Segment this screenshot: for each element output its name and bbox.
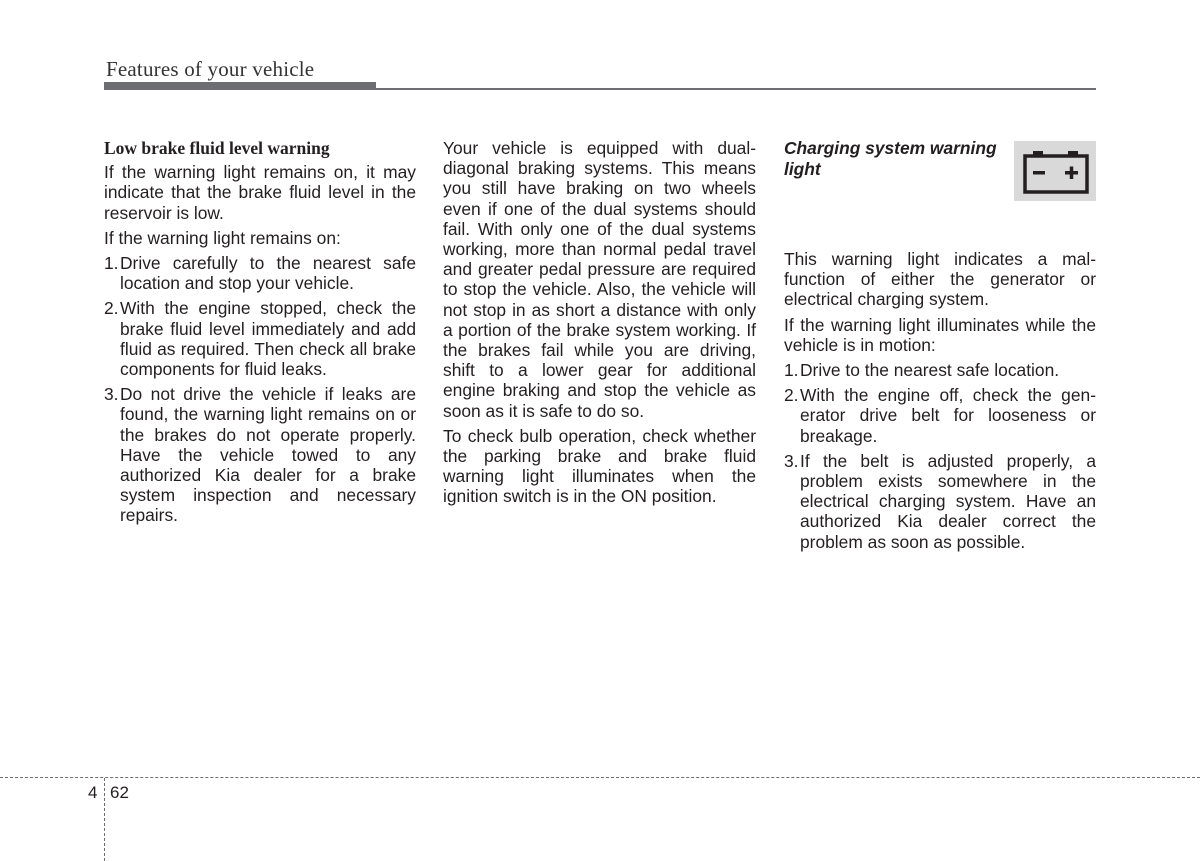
- paragraph: To check bulb operation, check whether the parking brake and brake fluid warning light illuminates when the ignition switch is in the ON position.: [443, 425, 756, 507]
- page-header-title: Features of your vehicle: [106, 57, 315, 81]
- list-text: With the engine off, check the generator drive belt for looseness or breakage.: [800, 385, 1096, 446]
- section-number: 4: [88, 783, 98, 802]
- list-number: 3.: [104, 384, 119, 405]
- steps-list: [784, 360, 1096, 552]
- list-number: 2.: [104, 298, 119, 319]
- section-heading: Low brake fluid level warning: [104, 138, 330, 158]
- list-item: [784, 385, 1096, 446]
- footer-rule: [0, 777, 1200, 778]
- page-number: 62: [110, 783, 129, 802]
- list-number: 1.: [784, 360, 799, 381]
- footer-divider: [104, 778, 105, 861]
- list-number: 1.: [104, 253, 119, 274]
- paragraph: If the warning light remains on:: [104, 227, 341, 248]
- list-text: With the engine stopped, check the brake fluid level immediately and add fluid as required. Then check all brake components for fluid leaks.: [120, 298, 416, 380]
- list-text: Drive carefully to the nearest safe location and stop your vehicle.: [120, 253, 416, 294]
- section-heading: Charging system warning light: [784, 138, 997, 179]
- list-item: [784, 360, 1096, 380]
- list-text: Drive to the nearest safe location.: [800, 360, 1060, 381]
- header-rule-thin: [104, 88, 1096, 90]
- paragraph: This warning light indicates a malfunction of either the generator or electrical charging system.: [784, 249, 1096, 310]
- paragraph: Your vehicle is equipped with dual-diagonal braking systems. This means you still have braking on two wheels even if one of the dual systems should fail. With only one of the dual systems working, more than normal pedal travel and greater pedal pressure are required to stop the vehicle. Also, the vehicle will not stop in as short a distance with only a portion of the brake system working. If the brakes fail while you are driving, shift to a lower gear for additional engine braking and stop the vehicle as soon as it is safe to do so.: [443, 138, 756, 421]
- list-item: [784, 451, 1096, 552]
- list-item: [104, 384, 416, 525]
- column-left: [104, 138, 416, 531]
- paragraph: If the warning light illuminates while the vehicle is in motion:: [784, 314, 1096, 355]
- column-middle: [443, 138, 756, 512]
- list-text: If the belt is adjusted properly, a problem exists somewhere in the electrical charging system. Have an authorized Kia dealer correct the problem as soon as possible.: [800, 450, 1096, 552]
- paragraph: If the warning light remains on, it may indicate that the brake fluid level in the reservoir is low.: [104, 162, 416, 223]
- list-text: Do not drive the vehicle if leaks are found, the warning light remains on or the brakes do not operate properly. Have the vehicle towed to any authorized Kia dealer for a brake system inspection and necessary repairs.: [120, 384, 416, 526]
- battery-warning-icon: [1014, 141, 1096, 201]
- list-number: 2.: [784, 385, 799, 406]
- list-item: [104, 298, 416, 379]
- steps-list: [104, 253, 416, 526]
- list-item: [104, 253, 416, 293]
- list-number: 3.: [784, 450, 799, 471]
